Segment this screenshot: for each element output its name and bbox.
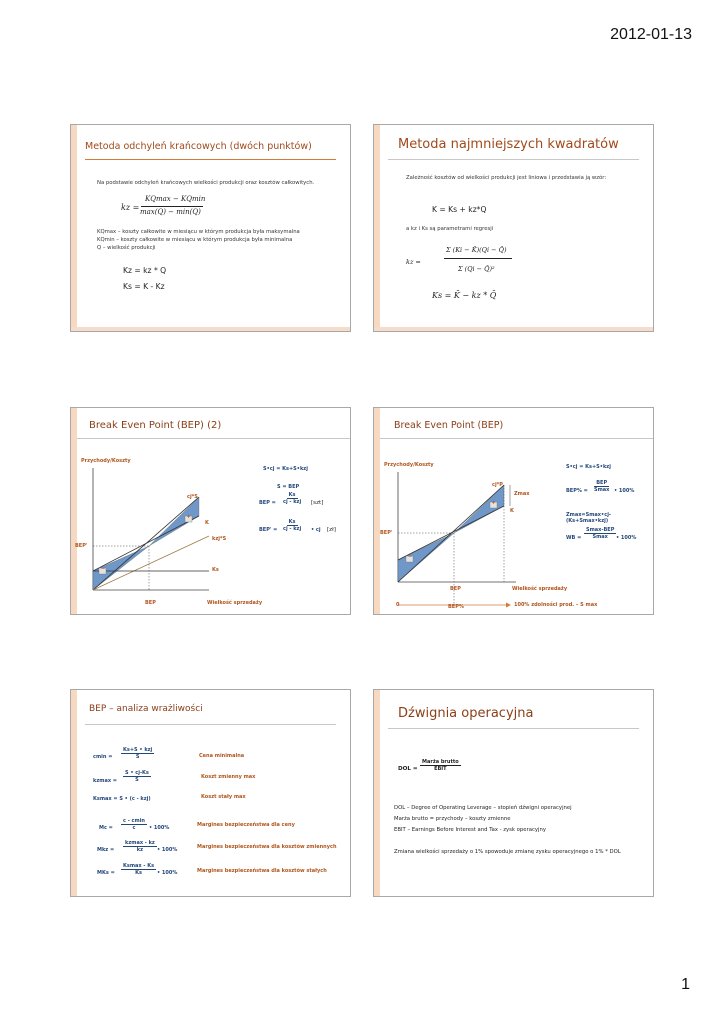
slide-accent-bar [71, 125, 77, 331]
slide-accent-bar [374, 125, 380, 331]
slide-2 [373, 124, 654, 332]
ksmax-label: Koszt stały max [201, 794, 246, 800]
equation-main: S•cj = Ks+S•kzj [263, 466, 308, 472]
slide-3 [70, 407, 351, 615]
fraction-bar [444, 258, 512, 259]
definition-kqmin: KQmin – koszty całkowite w miesiącu w którym produkcja była minimalna [97, 237, 293, 243]
fixed-cost-label: Ks [212, 567, 219, 573]
bepp-multiplier: • 100% [614, 488, 635, 494]
mc-label: Margines bezpieczeństwa dla ceny [197, 822, 295, 828]
formula-denominator: max(Q) − min(Q) [140, 208, 201, 216]
params-text: a kz i Ks są parametrami regresji [406, 226, 494, 232]
capacity-zero: 0 [396, 602, 400, 608]
capacity-label: 100% zdolności prod. – S max [514, 602, 598, 608]
definition-q: Q – wielkość produkcji [97, 245, 156, 251]
gross-margin-definition: Marża brutto = przychody – koszty zmienne [394, 816, 511, 822]
page-date: 2012-01-13 [610, 26, 692, 43]
ebit-definition: EBIT – Earnings Before Interest and Tax - zysk operacyjny [394, 827, 546, 833]
formula-numerator: KQmax − KQmin [145, 195, 206, 203]
wb-numerator: Smax-BEP [586, 527, 615, 533]
kzmax-lhs: kzmax = [93, 778, 117, 784]
mkz-multiplier: • 100% [157, 847, 178, 853]
ks-formula: Ks = K̄ − kz * Q̄ [432, 291, 497, 300]
dol-denominator: EBIT [434, 766, 447, 772]
slide-title: Metoda najmniejszych kwadratów [398, 137, 619, 152]
mkz-label: Margines bezpieczeństwa dla kosztów zmiennych [197, 844, 337, 850]
regression-formula: K = Ks + kz*Q [432, 205, 487, 214]
equation-main: S•cj = Ks+S•kzj [566, 464, 611, 470]
cmin-denominator: S [135, 754, 140, 760]
kz-numerator: Σ (Ki − K̄)(Qi − Q̄) [446, 246, 507, 254]
slide-1 [70, 124, 351, 332]
bep2-lhs: BEP' = [259, 527, 278, 533]
revenue-line-label: cj*S [187, 494, 198, 500]
kz-denominator: Σ (Qi − Q̄)² [458, 265, 495, 273]
slide-footer-bar [71, 327, 350, 331]
wb-multiplier: • 100% [616, 535, 637, 541]
mc-numerator: c - cmin [123, 818, 145, 824]
mkz-fraction [123, 840, 157, 853]
slide-title: Break Even Point (BEP) (2) [89, 420, 222, 431]
minus-sign: − [101, 566, 106, 572]
mc-fraction [121, 818, 147, 831]
slide-title: Break Even Point (BEP) [394, 420, 504, 431]
mkz-numerator: kzmax - kz [125, 840, 155, 846]
variable-cost-label: kzj*S [212, 536, 227, 542]
mks-denominator: Ks [135, 870, 142, 876]
kzmax-fraction [123, 770, 151, 783]
ksmax-equation: Ksmax = S • (c - kzj) [93, 796, 151, 802]
wb-lhs: WB = [566, 535, 582, 541]
bep-numerator: Ks [288, 492, 296, 498]
bep2-multiplier: • cj [311, 527, 321, 533]
slide-accent-bar [71, 690, 77, 896]
mkz-denominator: kz [136, 847, 144, 853]
title-rule [85, 724, 336, 725]
revenue-line-label: cj*P [492, 482, 503, 488]
slide-5 [70, 689, 351, 897]
capacity-arrow [506, 603, 511, 608]
cmin-numerator: Ks+S • kzj [123, 747, 153, 753]
bep2-denominator: cj - kzj [283, 526, 302, 532]
cmin-lhs: cmin = [93, 754, 113, 760]
fraction-bar [141, 206, 203, 207]
slide-title: Metoda odchyleń krańcowych (dwóch punktów) [85, 141, 312, 152]
mkz-lhs: Mkz = [97, 847, 115, 853]
dol-definition: DOL – Degree of Operating Leverage – stopień dźwigni operacyjnej [394, 805, 572, 811]
total-cost-label: K [510, 508, 514, 514]
formula-lhs: kz = [121, 203, 140, 212]
mc-lhs: Mc = [99, 825, 113, 831]
dol-interpretation: Zmiana wielkości sprzedaży o 1% spowoduje zmianę zysku operacyjnego o 1% * DOL [394, 849, 621, 855]
page-number: 1 [681, 976, 690, 993]
dol-fraction [420, 759, 461, 772]
plus-sign: + [186, 514, 191, 520]
plus-sign: + [491, 500, 496, 506]
title-rule [85, 159, 336, 160]
cmin-fraction [121, 747, 154, 760]
intro-text: Na podstawie odchyleń krańcowych wielkości produkcji oraz kosztów całkowitych. [97, 180, 315, 186]
x-axis-label: Wielkość sprzedaży [207, 600, 263, 606]
mks-multiplier: • 100% [157, 870, 178, 876]
bep-denominator: cj - kzj [283, 499, 302, 505]
equation-ks: Ks = K - Kz [123, 282, 165, 291]
bep2-unit: [zł] [327, 527, 336, 533]
dol-numerator: Marża brutto [422, 759, 459, 765]
bep2-numerator: Ks [288, 519, 296, 525]
title-rule [388, 159, 639, 160]
bep2-fraction [281, 519, 303, 532]
equation-kz: Kz = kz * Q [123, 266, 167, 275]
wb-denominator: Smax [592, 534, 608, 540]
slide-footer-bar [374, 327, 653, 331]
bepp-fraction [592, 480, 611, 493]
zmax-label: Zmax [514, 491, 530, 497]
wb-fraction [584, 527, 616, 540]
mks-label: Margines bezpieczeństwa dla kosztów stałych [197, 868, 327, 874]
intro-text: Zależność kosztów od wielkości produkcji jest liniowa i przedstawia ją wzór: [406, 175, 607, 181]
bep-y-label: BEP' [380, 530, 393, 536]
y-axis-label: Przychody/Koszty [384, 462, 434, 468]
bep-fraction [281, 492, 303, 505]
definition-kqmax: KQmax – koszty całkowite w miesiącu w którym produkcja była maksymalna [97, 229, 300, 235]
bep-unit: [szt] [311, 500, 324, 506]
slide-accent-bar [374, 690, 380, 896]
kzmax-denominator: S [135, 777, 139, 783]
zmax-equation: Zmax=Smax•cj-(Ks+Smax•kzj) [566, 512, 611, 524]
mks-fraction [121, 863, 156, 876]
revenue-line [398, 485, 504, 582]
bep-x-label: BEP [450, 586, 461, 592]
slide-title: BEP – analiza wrażliwości [89, 704, 203, 714]
bep-chart [71, 408, 351, 615]
slide-title: Dźwignia operacyjna [398, 706, 534, 721]
total-cost-line [93, 516, 199, 571]
slide-4 [373, 407, 654, 615]
mks-lhs: MKs = [97, 870, 115, 876]
bepp-lhs: BEP% = [566, 488, 588, 494]
total-cost-label: K [205, 520, 209, 526]
title-rule [388, 728, 639, 729]
equation-s-bep: S = BEP [277, 484, 300, 490]
dol-lhs: DOL = [398, 766, 418, 772]
x-axis-label: Wielkość sprzedaży [512, 586, 568, 592]
bepp-denominator: Smax [594, 487, 610, 493]
bep-y-label: BEP' [75, 543, 88, 549]
kzmax-label: Koszt zmienny max [201, 774, 256, 780]
cmin-label: Cena minimalna [199, 753, 245, 759]
kzmax-numerator: S • cj-Ks [125, 770, 149, 776]
mc-denominator: c [132, 825, 136, 831]
mks-numerator: Ksmax - Ks [123, 863, 155, 869]
mc-multiplier: • 100% [149, 825, 170, 831]
slide-6 [373, 689, 654, 897]
capacity-bep-label: BEP% [448, 604, 464, 610]
bepp-numerator: BEP [596, 480, 608, 486]
bep-x-label: BEP [145, 600, 156, 606]
bep-lhs: BEP = [259, 500, 276, 506]
y-axis-label: Przychody/Koszty [81, 458, 131, 464]
minus-sign: − [408, 554, 413, 560]
kz-lhs: kz = [406, 258, 421, 266]
